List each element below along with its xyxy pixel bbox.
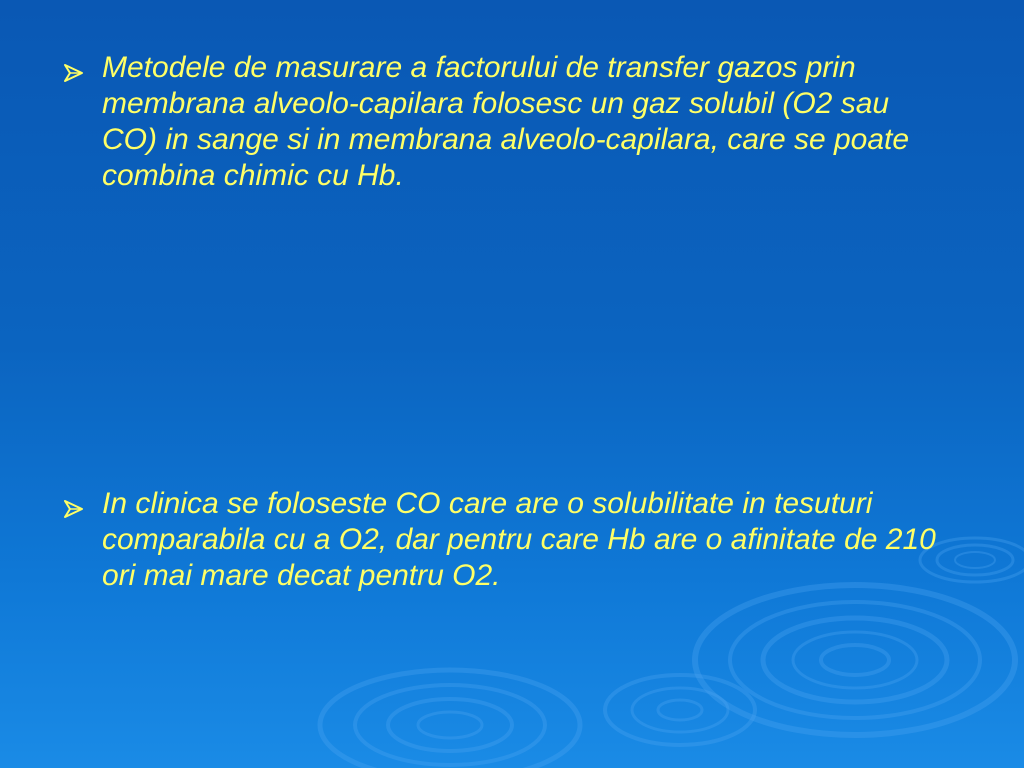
bullet-item-2	[62, 486, 962, 594]
arrow-bullet-icon	[62, 62, 88, 84]
bullet-item-1	[62, 50, 962, 194]
bullet-text-2: In clinica se foloseste CO care are o solubilitate in tesuturi comparabila cu a O2, dar pentru care Hb are o afinitate de 210 ori mai mare decat pentru O2.	[102, 487, 936, 592]
bullet-text-1: Metodele de masurare a factorului de transfer gazos prin membrana alveolo-capilara folosesc un gaz solubil (O2 sau CO) in sange si in membrana alveolo-capilara, care se poate combina chimic cu Hb.	[102, 51, 910, 192]
arrow-bullet-icon	[62, 498, 88, 520]
